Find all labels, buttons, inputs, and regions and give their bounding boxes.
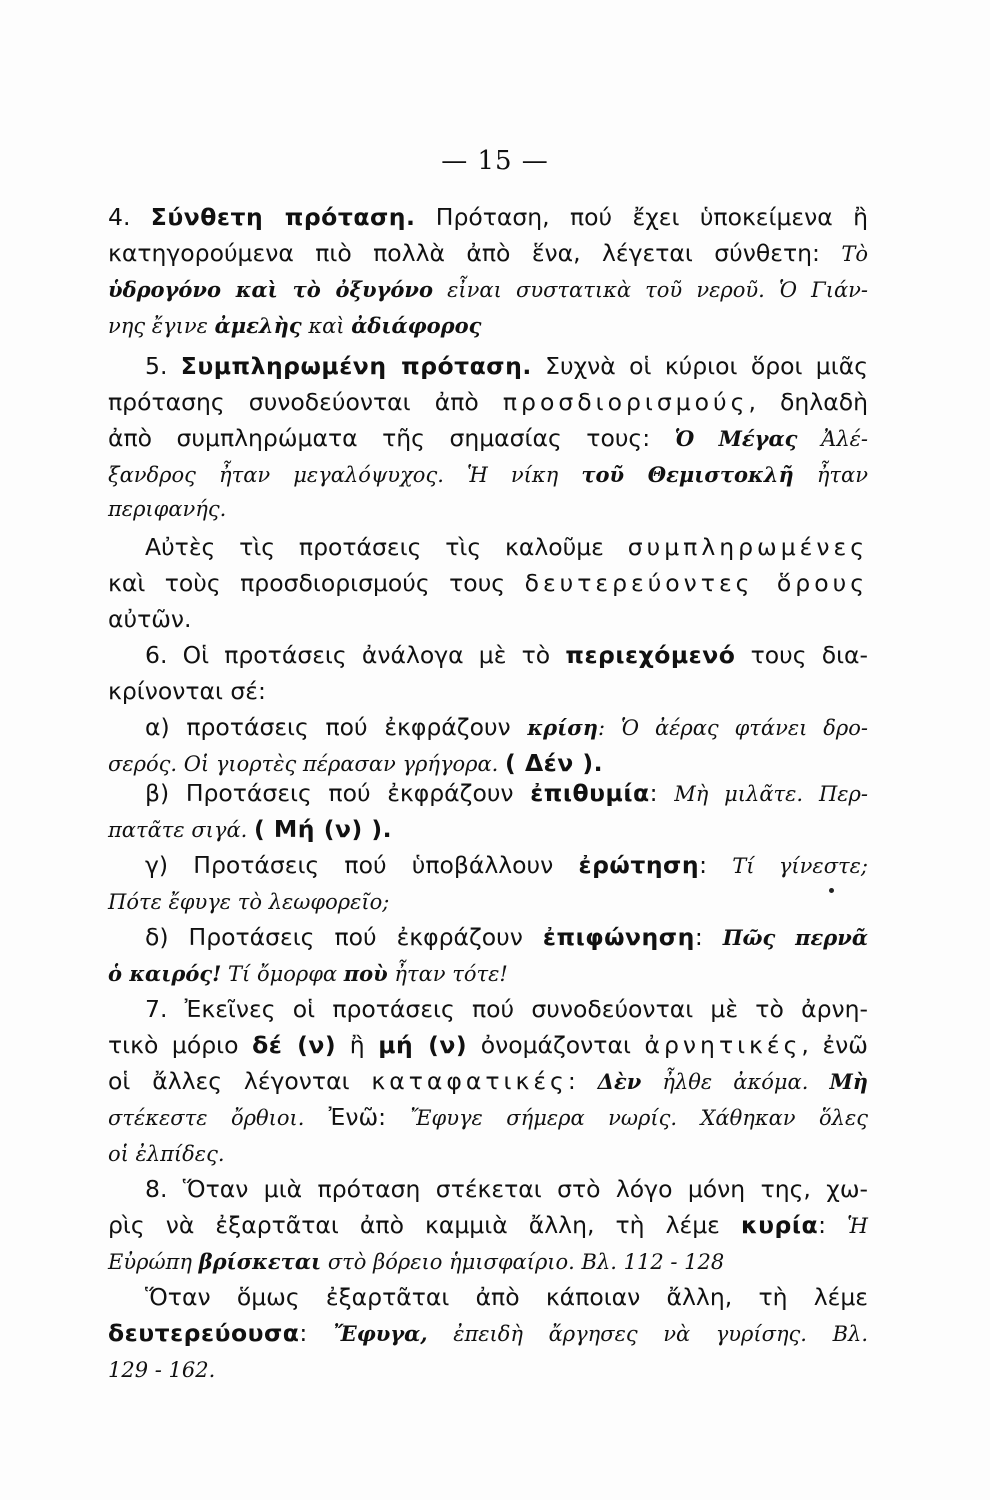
text-run: κατηγορούμενα πιὸ πολλὰ ἀπὸ ἕνα, λέγεται σύνθετη: xyxy=(108,239,842,267)
text-line xyxy=(145,351,868,381)
text-run: : xyxy=(699,851,733,879)
text-run: καταφατικές xyxy=(371,1067,568,1095)
text-run: προσδιορισμούς xyxy=(502,388,749,416)
text-run: δευτερεύοντες ὅρους xyxy=(524,569,868,597)
text-line xyxy=(145,532,868,562)
text-run: Πρόταση, πού ἔχει ὑποκείμενα ἢ xyxy=(415,203,868,231)
text-run: : xyxy=(567,1067,598,1095)
text-run: στὸ βόρειο ἡμισφαίριο. Βλ. 112 - 128 xyxy=(321,1250,725,1274)
text-run: περιφανής. xyxy=(108,497,227,521)
text-run: ἀμελὴς xyxy=(214,313,302,338)
text-run: α) προτάσεις πού ἐκφράζουν xyxy=(145,713,528,741)
text-run: περιεχόμενό xyxy=(565,641,736,669)
text-line xyxy=(108,387,868,417)
text-run: πατᾶτε σιγά. xyxy=(108,818,254,842)
text-run: Ἔφυγα, xyxy=(333,1321,428,1346)
text-run: δέ (ν) xyxy=(252,1031,337,1059)
text-line xyxy=(145,994,868,1024)
text-line xyxy=(108,202,868,232)
text-line xyxy=(145,640,868,670)
text-run: τους δια- xyxy=(735,641,868,669)
text-line xyxy=(108,238,868,269)
text-run: ἦταν xyxy=(793,463,868,487)
text-run: τοῦ Θεμιστοκλῆ xyxy=(581,462,794,487)
text-line xyxy=(108,310,868,341)
text-run: 4. xyxy=(108,203,151,231)
text-run: Εὐρώπη xyxy=(108,1250,199,1274)
text-run: Μὴ μιλᾶτε. Περ- xyxy=(674,782,868,806)
text-run: καὶ τοὺς προσδιορισμούς τους xyxy=(108,569,525,597)
text-line xyxy=(108,1030,868,1060)
text-run: : xyxy=(649,779,675,807)
text-run: ἀδιάφορος xyxy=(351,313,482,338)
text-line xyxy=(108,886,868,917)
text-line xyxy=(108,676,868,706)
text-line xyxy=(145,778,868,809)
page-number: — 15 — xyxy=(441,146,549,176)
text-run: ἐπειδὴ ἄργησες νὰ γυρίσης. Βλ. xyxy=(427,1322,868,1346)
text-line xyxy=(145,1174,868,1204)
text-line xyxy=(108,814,868,845)
text-run: στέκεστε ὄρθιοι. xyxy=(108,1106,305,1130)
text-run: ἦταν τότε! xyxy=(387,962,508,986)
text-line xyxy=(108,1210,868,1241)
text-line xyxy=(108,1138,868,1169)
text-run: οἱ ἄλλες λέγονται xyxy=(108,1067,372,1095)
text-run: σερός. Οἱ γιορτὲς πέρασαν γρήγορα. xyxy=(108,752,506,776)
text-run: αὐτῶν. xyxy=(108,605,192,633)
text-line xyxy=(108,748,868,779)
text-line xyxy=(145,922,868,953)
text-run: Ὅταν ὅμως ἐξαρτᾶται ἀπὸ κάποιαν ἄλλη, τὴ λέμε xyxy=(145,1283,868,1311)
text-run: Μὴ xyxy=(829,1069,869,1094)
text-line xyxy=(108,1066,868,1097)
text-line xyxy=(145,712,868,743)
text-line xyxy=(108,1246,868,1277)
text-run: 8. Ὅταν μιὰ πρόταση στέκεται στὸ λόγο μόνη της, χω- xyxy=(145,1175,868,1203)
text-line xyxy=(108,1318,868,1349)
text-run: τικὸ μόριο xyxy=(108,1031,253,1059)
text-run: , ἐνῶ xyxy=(801,1031,868,1059)
text-run: Δὲν xyxy=(597,1069,642,1094)
text-run: νης ἔγινε xyxy=(108,314,215,338)
text-line xyxy=(108,604,868,634)
text-run: ἀπὸ συμπληρώματα τῆς σημασίας τους: xyxy=(108,424,675,452)
text-run: 5. xyxy=(145,352,181,380)
text-run: μή (ν) xyxy=(378,1031,468,1059)
text-run: ὁ καιρός! xyxy=(108,961,222,986)
text-run: 129 - 162. xyxy=(108,1358,216,1382)
text-run: βρίσκεται xyxy=(198,1249,322,1274)
text-run: δευτερεύουσα xyxy=(108,1319,300,1347)
text-run: ἐπιφώνηση xyxy=(542,923,695,951)
text-run: ἀρνητικές xyxy=(644,1031,802,1059)
text-run: Ἀλέ- xyxy=(797,427,869,451)
text-line xyxy=(108,493,868,524)
text-run: Πότε ἔφυγε τὸ λεωφορεῖο; xyxy=(108,890,390,914)
text-run: ὑδρογόνο καὶ τὸ ὀξυγόνο xyxy=(108,277,434,302)
text-run: 7. Ἐκεῖνες οἱ προτάσεις πού συνοδεύονται μὲ τὸ ἀρνη- xyxy=(145,995,868,1023)
text-line xyxy=(108,1354,868,1385)
text-run: ( Μή (ν) ). xyxy=(254,815,393,843)
text-line xyxy=(108,274,868,305)
text-run: Συμπληρωμένη πρόταση. xyxy=(180,352,532,380)
text-line xyxy=(108,1102,868,1133)
text-run: Αὐτὲς τὶς προτάσεις τὶς καλοῦμε xyxy=(145,533,628,561)
text-line xyxy=(108,958,868,989)
text-run: Ἡ xyxy=(847,1214,868,1238)
text-run: οἱ ἐλπίδες. xyxy=(108,1142,225,1166)
text-run: κυρία xyxy=(740,1211,819,1239)
text-run: Ἐνῶ: xyxy=(304,1103,411,1131)
text-run: ( Δέν ). xyxy=(505,749,604,777)
text-run: Τὸ xyxy=(841,242,868,266)
text-line xyxy=(108,568,868,598)
text-run: : xyxy=(299,1319,334,1347)
text-run: ἦλθε ἀκόμα. xyxy=(641,1070,830,1094)
text-run: Σύνθετη πρόταση. xyxy=(150,203,416,231)
text-run: Ἔφυγε σήμερα νωρίς. Χάθηκαν ὅλες xyxy=(410,1106,869,1130)
text-run: ποὺ xyxy=(343,961,388,986)
text-run: ξανδρος ἦταν μεγαλόψυχος. Ἡ νίκη xyxy=(108,463,582,487)
text-run: ἐρώτηση xyxy=(578,851,700,879)
text-run: δ) Προτάσεις πού ἐκφράζουν xyxy=(145,923,543,951)
text-run: 6. Οἱ προτάσεις ἀνάλογα μὲ τὸ xyxy=(145,641,566,669)
text-run: καὶ xyxy=(301,314,352,338)
ink-speck xyxy=(829,888,834,893)
text-run: : Ὁ ἀέρας φτάνει δρο- xyxy=(598,716,868,740)
text-run: Πῶς περνᾶ xyxy=(722,925,868,950)
text-run: β) Προτάσεις πού ἐκφράζουν xyxy=(145,779,531,807)
text-run: Συχνὰ οἱ κύριοι ὅροι μιᾶς xyxy=(531,352,868,380)
text-run: , δηλαδὴ xyxy=(748,388,868,416)
text-run: ἢ xyxy=(336,1031,379,1059)
text-line xyxy=(145,1282,868,1312)
text-run: : xyxy=(818,1211,848,1239)
text-run: ὀνομάζονται xyxy=(467,1031,645,1059)
text-line xyxy=(145,850,868,881)
text-run: κρίση xyxy=(527,715,598,740)
text-run: ἐπιθυμία xyxy=(530,779,650,807)
text-run: κρίνονται σέ: xyxy=(108,677,266,705)
text-line xyxy=(108,423,868,454)
text-run: εἶναι συστατικὰ τοῦ νεροῦ. Ὁ Γιάν- xyxy=(433,278,868,302)
text-run: : xyxy=(694,923,723,951)
text-run: πρότασης συνοδεύονται ἀπὸ xyxy=(108,388,503,416)
text-run: ρὶς νὰ ἐξαρτᾶται ἀπὸ καμμιὰ ἄλλη, τὴ λέμε xyxy=(108,1211,741,1239)
text-run: Τί γίνεστε; xyxy=(732,854,868,878)
text-run: συμπληρωμένες xyxy=(627,533,868,561)
text-line xyxy=(108,459,868,490)
text-run: Ὁ Μέγας xyxy=(674,426,798,451)
text-run: Τί ὄμορφα xyxy=(221,962,344,986)
text-run: γ) Προτάσεις πού ὑποβάλλουν xyxy=(145,851,579,879)
